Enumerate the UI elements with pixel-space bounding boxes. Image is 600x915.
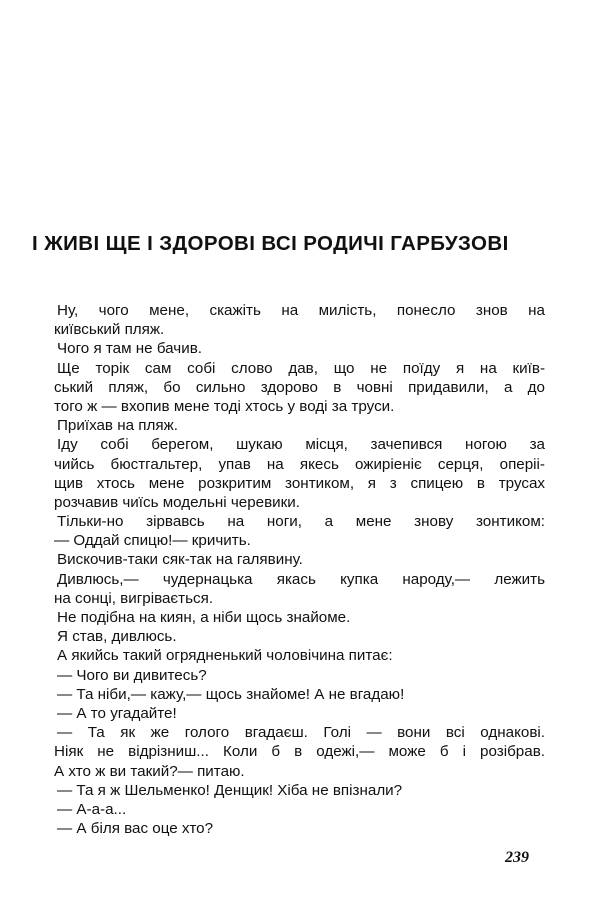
text-line: Приїхав на пляж. — [57, 417, 178, 435]
text-line: Ніяк не відрізниш... Коли б в одежі,— може б і розібрав. — [54, 743, 545, 761]
text-line: — А біля вас оце хто? — [57, 820, 214, 838]
text-line: Ще торік сам собі слово дав, що не поїду я на київ- — [57, 359, 545, 377]
text-line: — А то угадайте! — [57, 704, 177, 722]
text-line: того ж — вхопив мене тоді хтось у воді за труси. — [54, 397, 395, 415]
text-line: — А-а-а... — [57, 800, 127, 818]
text-line: Іду собі берегом, шукаю місця, зачепився ногою за — [57, 436, 545, 454]
text-line: Дивлюсь,— чудернацька якась купка народу,— лежить — [57, 570, 545, 588]
text-line: А якийсь такий огрядненький чоловічина питає: — [57, 647, 393, 665]
text-line: — Чого ви дивитесь? — [57, 666, 207, 684]
text-line: на сонці, вигрівається. — [54, 589, 214, 607]
page-number: 239 — [505, 849, 529, 866]
text-line: — Та ніби,— кажу,— щось знайоме! А не вгадаю! — [57, 685, 405, 703]
text-line: — Та як же голого вгадаєш. Голі — вони всі однакові. — [57, 724, 545, 742]
text-line: Вискочив-таки сяк-так на галявину. — [57, 551, 303, 569]
text-line: чийсь бюстгальтер, упав на якесь ожиріеніє серця, оперіі- — [54, 455, 545, 473]
text-line: — Оддай спицю!— кричить. — [54, 532, 251, 550]
text-line: Тільки-но зірвавсь на ноги, а мене знову зонтиком: — [57, 513, 545, 531]
text-line: Ну, чого мене, скажіть на милість, понесло знов на — [57, 302, 545, 319]
text-line: київський пляж. — [54, 321, 165, 339]
text-line: Не подібна на киян, а ніби щось знайоме. — [57, 609, 351, 626]
text-line: Я став, дивлюсь. — [57, 628, 177, 646]
text-line: розчавив чиїсь модельні черевики. — [54, 493, 300, 511]
text-line: ський пляж, бо сильно здорово в човні придавили, а до — [54, 378, 545, 396]
text-line: — Та я ж Шельменко! Денщик! Хіба не впізнали? — [57, 781, 403, 799]
text-line: А хто ж ви такий?— питаю. — [54, 762, 245, 780]
text-line: Чого я там не бачив. — [57, 340, 202, 358]
chapter-title: І ЖИВІ ЩЕ І ЗДОРОВІ ВСІ РОДИЧІ ГАРБУЗОВІ — [32, 232, 509, 255]
body-text — [54, 301, 545, 838]
text-line: щив хтось мене розкритим зонтиком, я з спицею в трусах — [54, 474, 545, 492]
